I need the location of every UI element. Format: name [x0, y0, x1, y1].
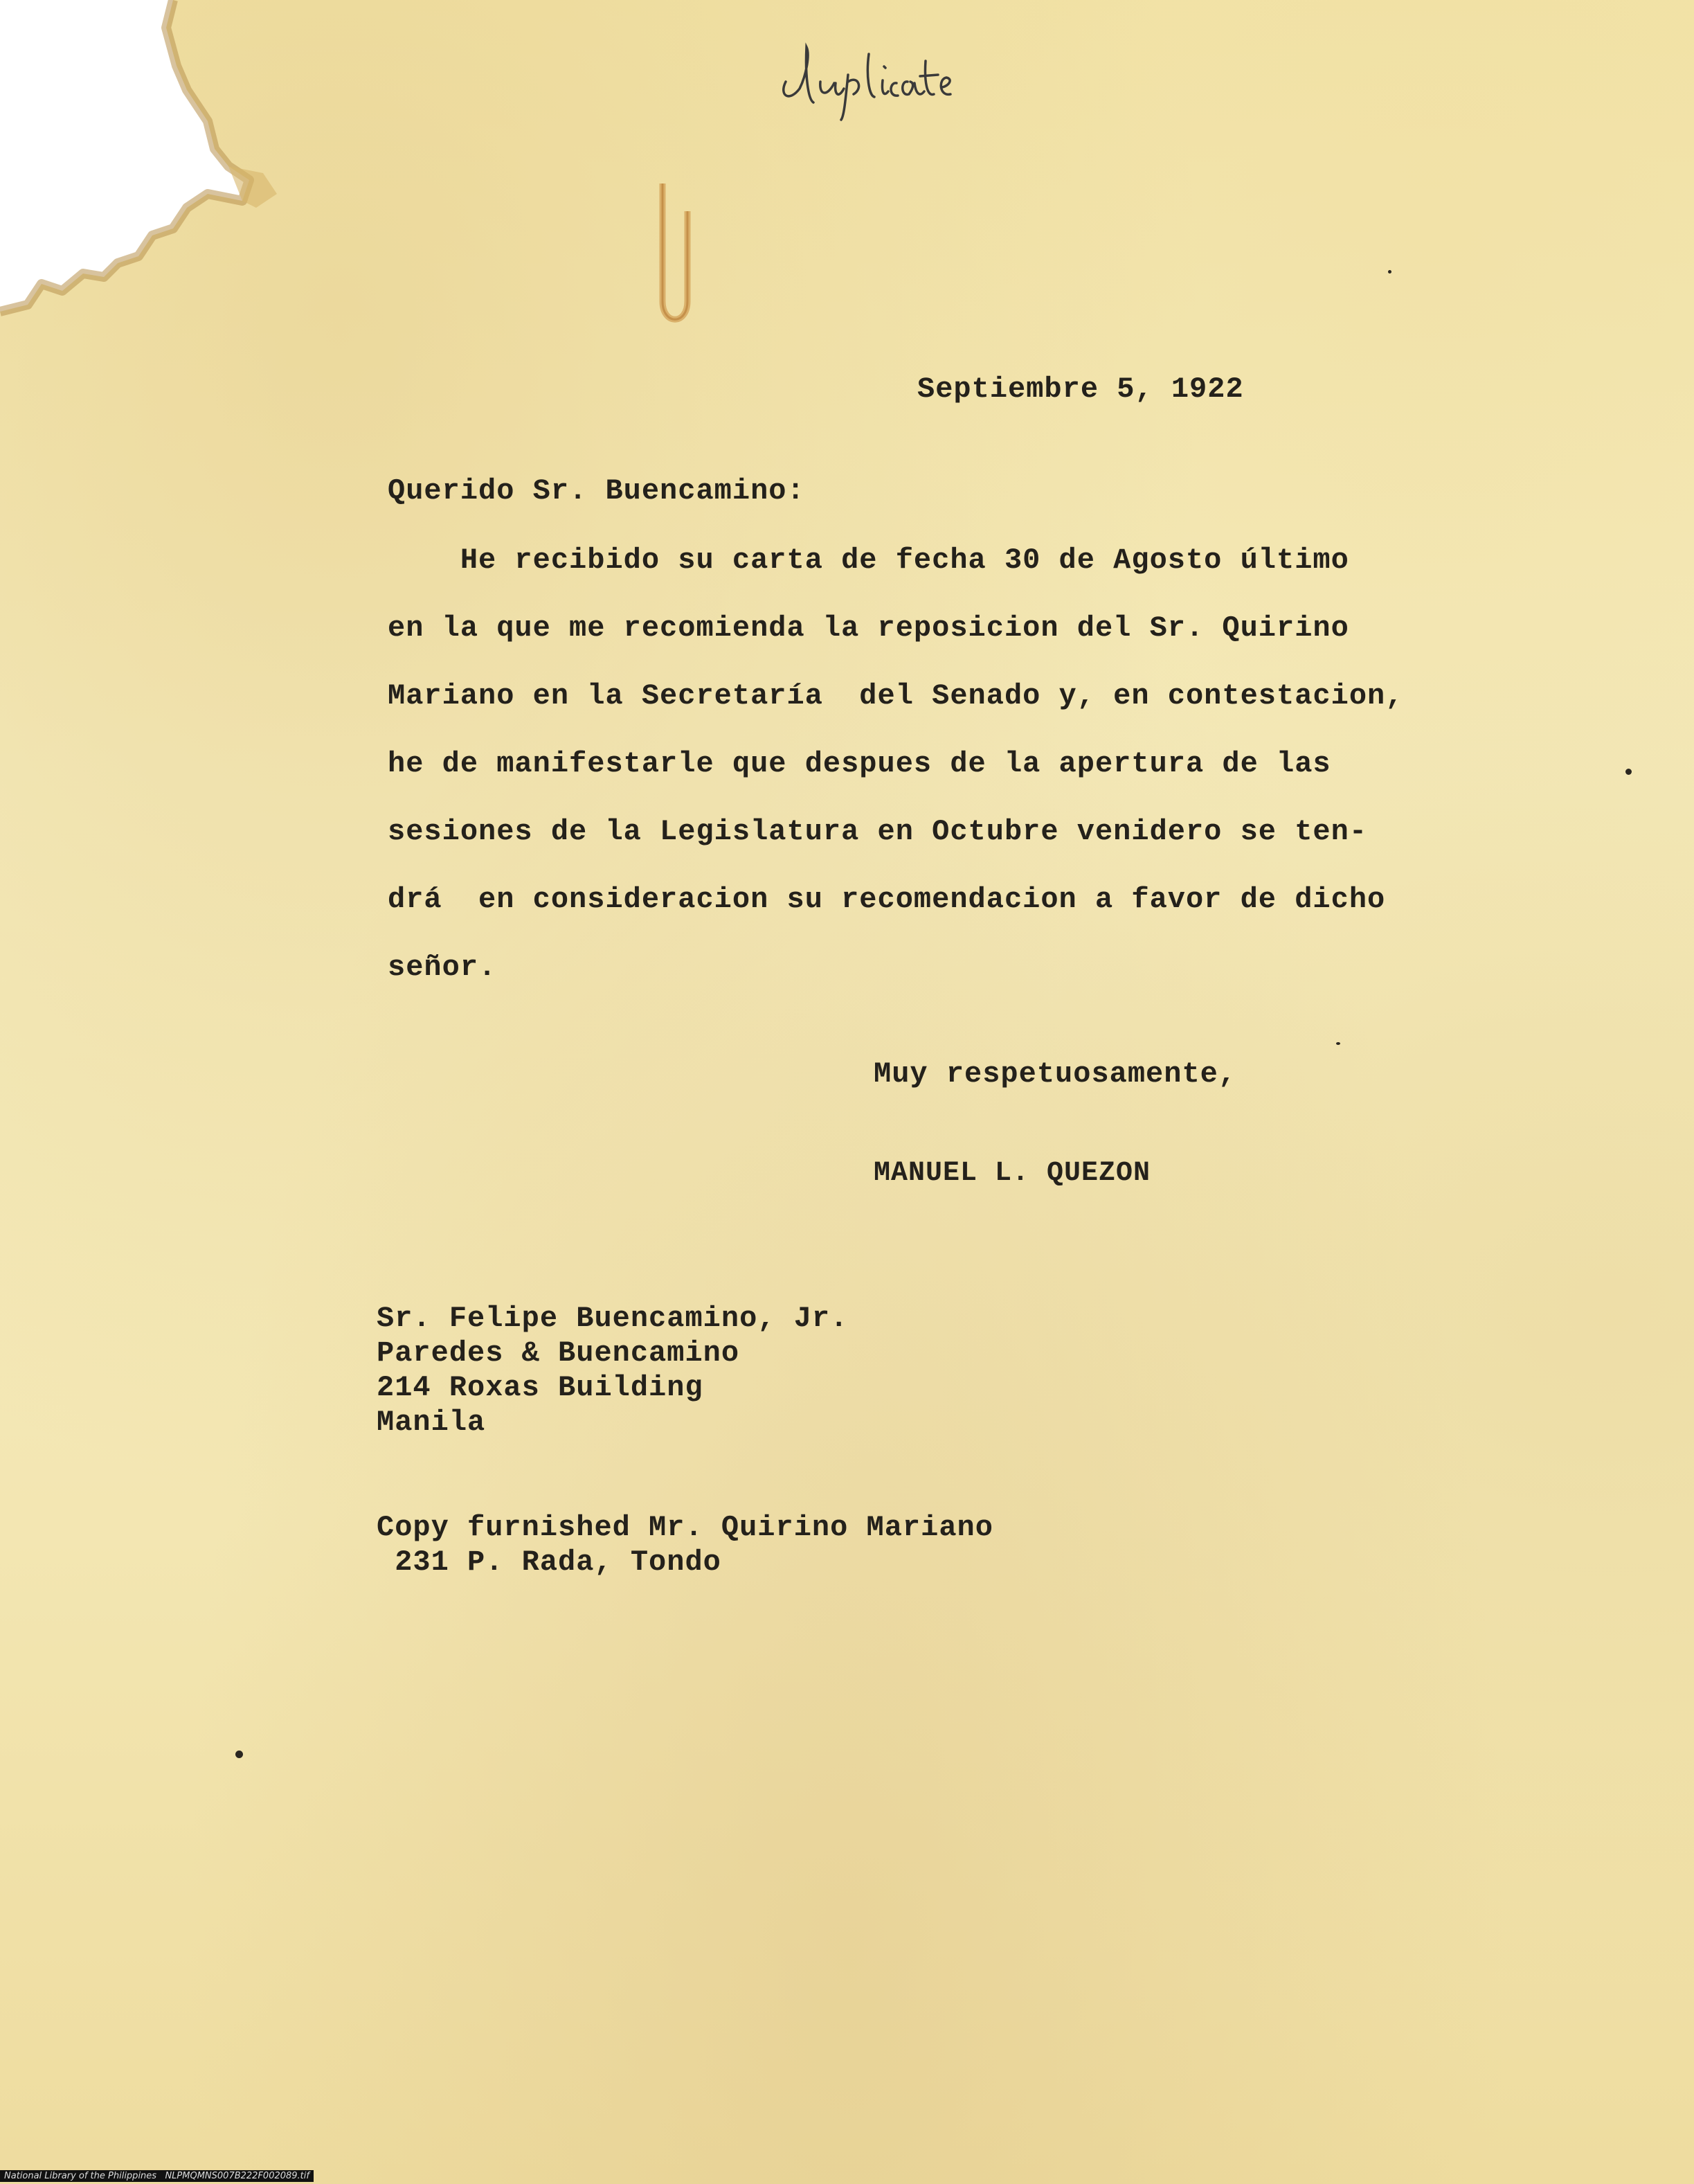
archive-footer: National Library of the Philippines NLPMQMNS007B222F002089.tif — [0, 2170, 314, 2182]
body-line: Mariano en la Secretaría del Senado y, en contestacion, — [388, 679, 1404, 713]
torn-corner — [0, 0, 291, 332]
signature-name: MANUEL L. QUEZON — [874, 1158, 1151, 1189]
body-line: drá en consideracion su recomendacion a favor de dicho — [388, 883, 1386, 916]
ink-speck — [1625, 769, 1632, 775]
body-line: en la que me recomienda la reposicion del Sr. Quirino — [388, 611, 1349, 645]
addressee-line: Manila — [377, 1406, 486, 1439]
addressee-line: Sr. Felipe Buencamino, Jr. — [377, 1302, 849, 1335]
body-line: sesiones de la Legislatura en Octubre venidero se ten- — [388, 815, 1368, 848]
ink-speck — [235, 1751, 243, 1758]
letter-date: Septiembre 5, 1922 — [917, 373, 1244, 406]
paperclip-stain — [647, 170, 703, 336]
addressee-line: Paredes & Buencamino — [377, 1336, 740, 1370]
copy-furnished-line: Copy furnished Mr. Quirino Mariano — [377, 1511, 993, 1544]
body-line: He recibido su carta de fecha 30 de Agosto último — [388, 544, 1349, 577]
duplicate-handwriting — [772, 33, 1000, 123]
body-line: he de manifestarle que despues de la apertura de las — [388, 747, 1331, 780]
closing: Muy respetuosamente, — [874, 1057, 1237, 1091]
ink-speck — [1388, 270, 1391, 274]
body-line: señor. — [388, 951, 497, 984]
ink-speck — [1336, 1042, 1340, 1045]
duplicate-text: duplicate — [772, 33, 775, 34]
copy-furnished-line: 231 P. Rada, Tondo — [377, 1546, 721, 1579]
addressee-line: 214 Roxas Building — [377, 1371, 703, 1404]
salutation: Querido Sr. Buencamino: — [388, 474, 805, 508]
